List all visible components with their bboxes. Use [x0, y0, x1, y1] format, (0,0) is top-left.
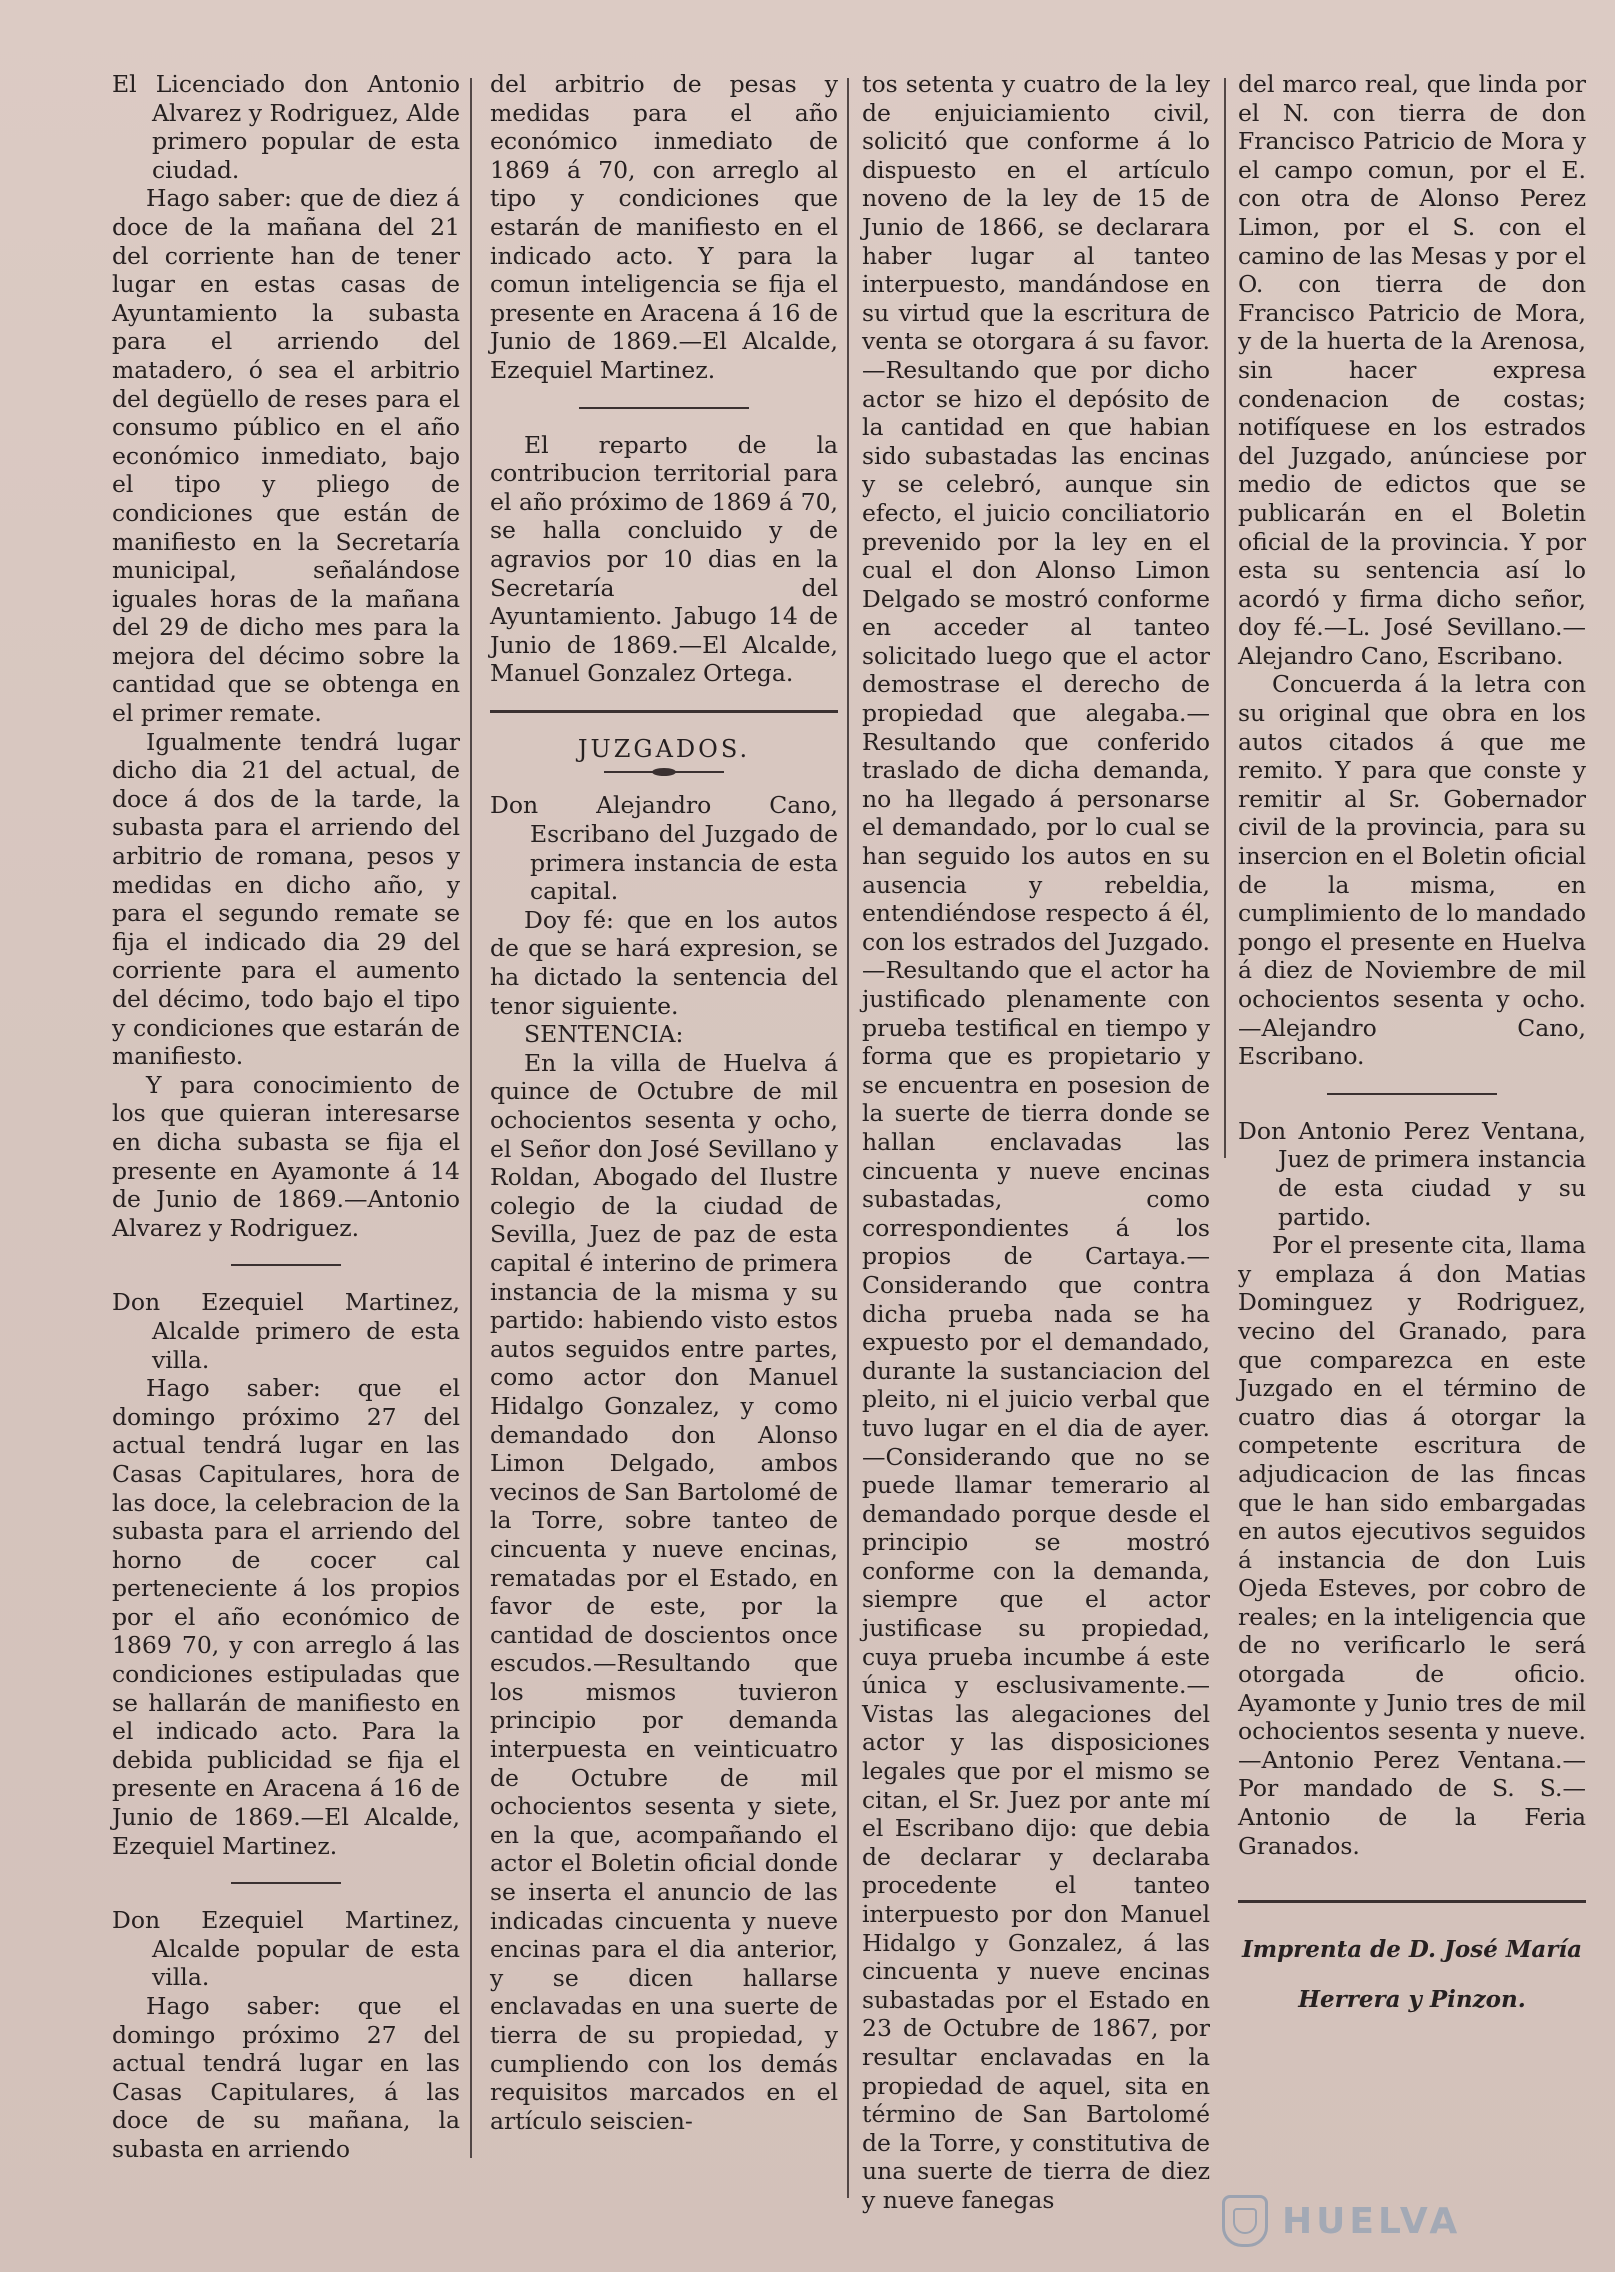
announcement-title: Don Ezequiel Martinez, Alcalde primero de esta villa. — [112, 1288, 460, 1374]
paragraph: El reparto de la contribucion territorial para el año próximo de 1869 á 70, se halla concluido y de agravios por 10 dias en la Secretaría del Ayuntamiento. Jabugo 14 de Junio de 1869.—El Alcalde, Manuel Gonzalez Ortega. — [490, 430, 838, 688]
announcement-title: Don Alejandro Cano, Escribano del Juzgado de primera instancia de esta capital. — [490, 791, 838, 906]
paragraph: Concuerda á la letra con su original que obra en los autos citados á que me remito. Y para que conste y remitir al Sr. Gobernador civil de la provincia, para su insercion en el Boletin oficial de la misma, en cumplimiento de lo mandado pongo el presente en Huelva á diez de Noviembre de mil ochocientos sesenta y ocho.—Alejandro Cano, Escribano. — [1238, 670, 1586, 1071]
section-divider — [579, 407, 749, 409]
paragraph: Doy fé: que en los autos de que se hará expresion, se ha dictado la sentencia del tenor siguiente. — [490, 905, 838, 1020]
imprint-line: Imprenta de D. José María — [1242, 1936, 1582, 1964]
paragraph: En la villa de Huelva á quince de Octubre de mil ochocientos sesenta y ocho, el Señor don José Sevillano y Roldan, Abogado del Ilustre colegio de la ciudad de Sevilla, Juez de paz de esta capital é interino de primera instancia de la misma y su partido: habiendo visto estos autos seguidos entre partes, como actor don Manuel Hidalgo Gonzalez, y como demandado don Alonso Limon Delgado, ambos vecinos de San Bartolomé de la Torre, sobre tanteo de cincuenta y nueve encinas, rematadas por el Estado, en favor de este, por la cantidad de doscientos once escudos.—Resultando que los mismos tuvieron principio por demanda interpuesta en veinticuatro de Octubre de mil ochocientos sesenta y siete, en la que, acompañando el actor el Boletin oficial donde se inserta el anuncio de las indicadas cincuenta y nueve encinas para el dia anterior, y se dicen hallarse enclavadas en una suerte de tierra de su propiedad, y cumpliendo con los demás requisitos marcados en el artículo seiscien- — [490, 1048, 838, 2135]
announcement-title: Don Ezequiel Martinez, Alcalde popular de esta villa. — [112, 1906, 460, 1992]
paragraph: tos setenta y cuatro de la ley de enjuiciamiento civil, solicitó que conforme á lo dispuesto en el artículo noveno de la ley de 15 de Junio de 1866, se declarara haber lugar al tanteo interpuesto, mandándose en su virtud que la escritura de venta se otorgara á su favor.—Resultando que por dicho actor se hizo el depósito de la cantidad en que habian sido subastadas las encinas y se celebró, aunque sin efecto, el juicio conciliatorio prevenido por la ley en el cual el don Alonso Limon Delgado se mostró conforme en acceder al tanteo solicitado luego que el actor demostrase el derecho de propiedad que alegaba.—Resultando que conferido traslado de dicha demanda, no ha llegado á personarse el demandado, por lo cual se han seguido los autos en su ausencia y rebeldia, entendiéndose respecto á él, con los estrados del Juzgado.—Resultando que el actor ha justificado plenamente con prueba testifical en tiempo y forma que es propietario y se encuentra en posesion de la suerte de tierra donde se hallan enclavadas las cincuenta y nueve encinas subastadas, como correspondientes á los propios de Cartaya.—Considerando que contra dicha prueba nada se ha expuesto por el demandado, durante la sustanciacion del pleito, ni el juicio verbal que tuvo lugar en el dia de ayer.—Considerando que no se puede llamar temerario al demandado porque desde el principio se mostró conforme con la demanda, siempre que el actor justificase su propiedad, cuya prueba incumbe á este única y esclusivamente.—Vistas las alegaciones del actor y las disposiciones legales que por el mismo se citan, el Sr. Juez por ante mí el Escribano dijo: que debia de declarar y declaraba procedente el tanteo interpuesto por don Manuel Hidalgo y Gonzalez, á las cincuenta y nueve encinas subastadas por el Estado en 23 de Octubre de 1867, por resultar enclavadas en la propiedad de aquel, sita en término de San Bartolomé de la Torre, y constitutiva de una suerte de tierra de diez y nueve fanegas — [862, 70, 1210, 2214]
column-2 — [490, 70, 838, 2190]
section-heading: JUZGADOS. — [577, 734, 751, 763]
paragraph: Y para conocimiento de los que quieran interesarse en dicha subasta se fija el presente en Ayamonte á 14 de Junio de 1869.—Antonio Alvarez y Rodriguez. — [112, 1070, 460, 1242]
section-divider — [231, 1264, 341, 1266]
shield-crest-icon — [1222, 2195, 1268, 2247]
archive-watermark — [1222, 2196, 1562, 2246]
paragraph: Hago saber: que de diez á doce de la mañana del 21 del corriente han de tener lugar en estas casas de Ayuntamiento la subasta para el arriendo del matadero, ó sea el arbitrio del degüello de reses para el consumo público en el año económico inmediato, bajo el tipo y pliego de condiciones que están de manifiesto en la Secretaría municipal, señalándose iguales horas de la mañana del 29 de dicho mes para la mejora del décimo sobre la cantidad que se obtenga en el primer remate. — [112, 184, 460, 728]
column-4 — [1238, 70, 1586, 2190]
announcement-title: Don Antonio Perez Ventana, Juez de primera instancia de esta ciudad y su partido. — [1238, 1116, 1586, 1231]
column-divider — [470, 78, 472, 2158]
watermark-text: HUELVA — [1282, 2200, 1462, 2242]
paragraph: Igualmente tendrá lugar dicho dia 21 del actual, de doce á dos de la tarde, la subasta para el arriendo del arbitrio de romana, pesos y medidas en dicho año, y para el segundo remate se fija el indicado dia 29 del corriente para el aumento del décimo, todo bajo el tipo y condiciones que estarán de manifiesto. — [112, 727, 460, 1071]
paragraph: Hago saber: que el domingo próximo 27 del actual tendrá lugar en las Casas Capitulares, á las doce de su mañana, la subasta en arriendo — [112, 1992, 460, 2163]
section-divider — [490, 710, 838, 713]
announcement-title: El Licenciado don Antonio Alvarez y Rodriguez, Alde primero popular de esta ciudad. — [112, 70, 460, 184]
section-divider — [1327, 1093, 1497, 1095]
paragraph: del arbitrio de pesas y medidas para el año económico inmediato de 1869 á 70, con arreglo al tipo y condiciones que estarán de manifiesto en el indicado acto. Y para la comun inteligencia se fija el presente en Aracena á 16 de Junio de 1869.—El Alcalde, Ezequiel Martinez. — [490, 70, 838, 384]
ornament-divider — [604, 771, 724, 773]
column-divider — [1224, 78, 1226, 1158]
imprint-line: Herrera y Pinzon. — [1298, 1986, 1526, 2014]
paragraph: Por el presente cita, llama y emplaza á don Matias Dominguez y Rodriguez, vecino del Granado, para que comparezca en este Juzgado en el término de cuatro dias á otorgar la competente escritura de adjudicacion de las fincas que le han sido embargadas en autos ejecutivos seguidos á instancia de don Luis Ojeda Esteves, por cobro de reales; en la inteligencia que de no verificarlo le será otorgada de oficio. Ayamonte y Junio tres de mil ochocientos sesenta y nueve.—Antonio Perez Ventana.—Por mandado de S. S.—Antonio de la Feria Granados. — [1238, 1231, 1586, 1860]
column-divider — [847, 78, 849, 2198]
column-3 — [862, 70, 1210, 2214]
section-divider — [1238, 1900, 1586, 1903]
column-1 — [112, 70, 460, 2190]
sentencia-heading: SENTENCIA: — [524, 1020, 684, 1049]
section-divider — [231, 1882, 341, 1884]
paragraph: del marco real, que linda por el N. con tierra de don Francisco Patricio de Mora y el campo comun, por el E. con otra de Alonso Perez Limon, por el S. con el camino de las Mesas y por el O. con tierra de don Francisco Patricio de Mora, y de la huerta de la Arenosa, sin hacer expresa condenacion de costas; notifíquese en los estrados del Juzgado, anúnciese por medio de edictos que se publicarán en el Boletin oficial de la provincia. Y por esta su sentencia así lo acordó y firma dicho señor, doy fé.—L. José Sevillano.—Alejandro Cano, Escribano. — [1238, 70, 1586, 670]
paragraph: Hago saber: que el domingo próximo 27 del actual tendrá lugar en las Casas Capitulares, hora de las doce, la celebracion de la subasta para el arriendo del horno de cocer cal perteneciente á los propios por el año económico de 1869 70, y con arreglo á las condiciones estipuladas que se hallarán de manifiesto en el indicado acto. Para la debida publicidad se fija el presente en Aracena á 16 de Junio de 1869.—El Alcalde, Ezequiel Martinez. — [112, 1374, 460, 1860]
